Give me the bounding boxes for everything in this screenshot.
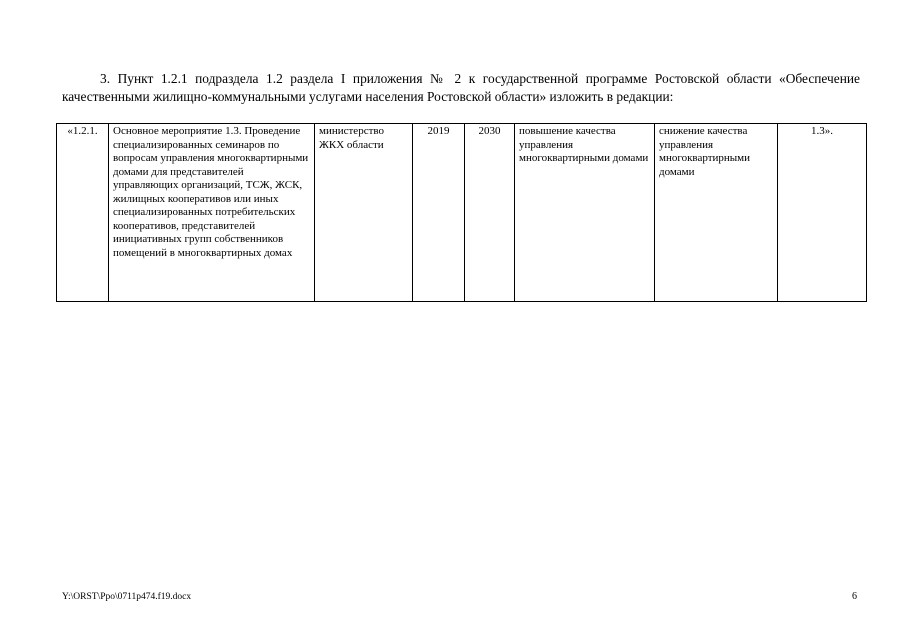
cell-link: 1.3». (778, 124, 867, 302)
cell-consequences: снижение качества управления многоквартирными домами (655, 124, 778, 302)
cell-expected-result: повышение качества управления многоквартирными домами (515, 124, 655, 302)
program-table (56, 123, 867, 302)
cell-start-year: 2019 (413, 124, 465, 302)
cell-activity-name: Основное мероприятие 1.3. Проведение специализированных семинаров по вопросам управления многоквартирными домами для представителей управляющих организаций, ТСЖ, ЖСК, жилищных кооперативов или иных специализированных потребительских кооперативов, представителей инициативных групп собственников помещений в многоквартирных домах (109, 124, 315, 302)
footer-file-path: Y:\ORST\Ppo\0711p474.f19.docx (62, 592, 192, 602)
cell-end-year: 2030 (465, 124, 515, 302)
page-number: 6 (852, 591, 857, 602)
table-row (57, 124, 867, 302)
cell-number: «1.2.1. (57, 124, 109, 302)
intro-paragraph: 3. Пункт 1.2.1 подраздела 1.2 раздела I приложения № 2 к государственной программе Ростовской области «Обеспечение качественными жилищно-коммунальными услугами населения Ростовской области» изложить в редакции: (62, 71, 860, 104)
cell-executor: министерство ЖКХ области (315, 124, 413, 302)
intro-paragraph-block (62, 70, 860, 106)
